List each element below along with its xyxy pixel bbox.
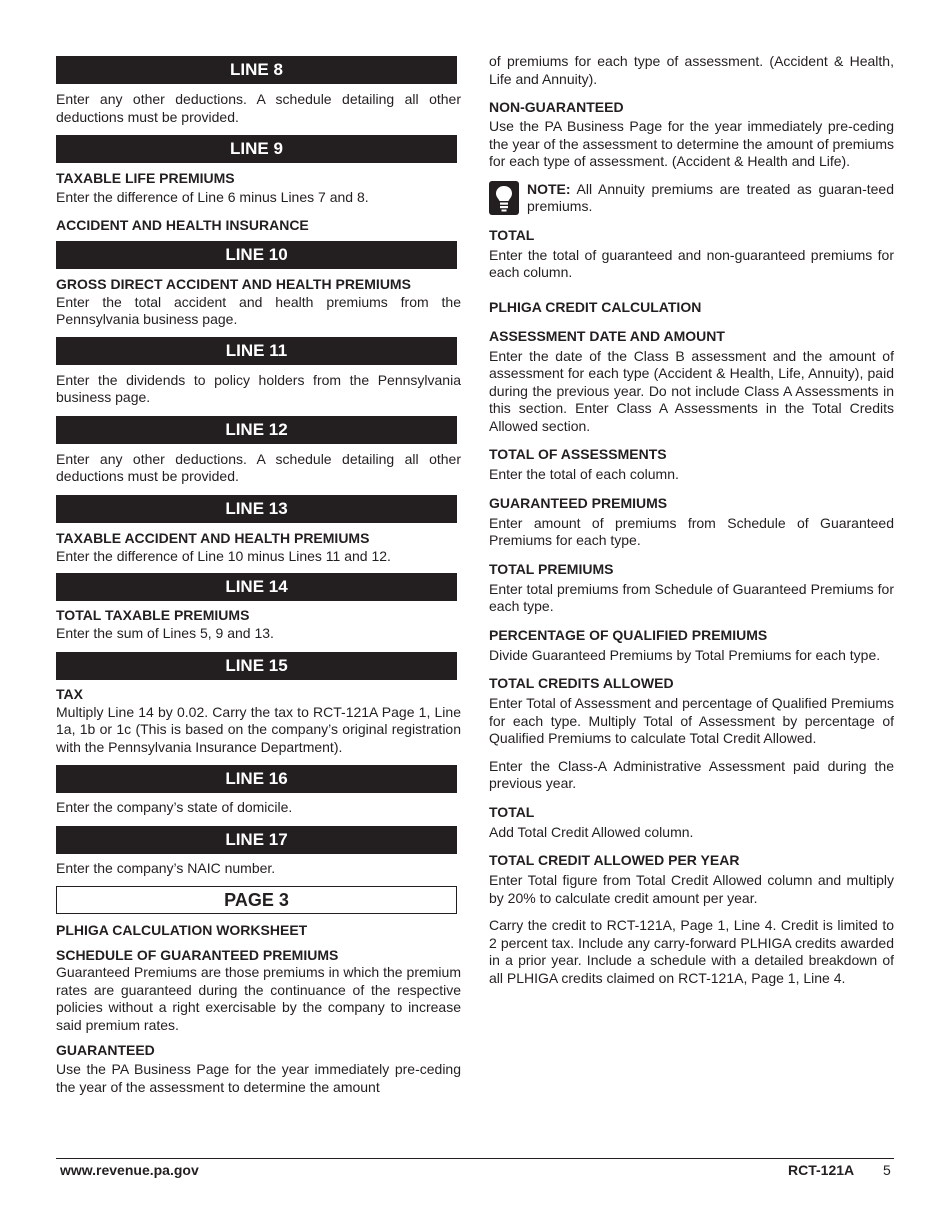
guaranteed-premiums-heading: GUARANTEED PREMIUMS (489, 494, 668, 511)
guaranteed-heading: GUARANTEED (56, 1042, 155, 1058)
total-premiums-text: Enter total premiums from Schedule of Guaranteed Premiums for each type. (489, 580, 894, 614)
footer-form-id: RCT-121A (788, 1162, 855, 1178)
line-15-heading: TAX (56, 685, 83, 702)
note-paragraph (527, 181, 894, 216)
non-guaranteed-heading: NON-GUARANTEED (489, 99, 624, 115)
accident-health-heading: ACCIDENT AND HEALTH INSURANCE (56, 216, 309, 233)
percentage-heading: PERCENTAGE OF QUALIFIED PREMIUMS (489, 626, 768, 643)
line-15-header: LINE 15 (56, 652, 457, 680)
line-10-text: Enter the total accident and health premiums from the Pennsylvania business page. (56, 293, 461, 327)
line-12-header: LINE 12 (56, 416, 457, 444)
guaranteed-text: Use the PA Business Page for the year immediately pre-ceding the year of the assessment to determine the amount (56, 1061, 461, 1095)
line-13-text: Enter the difference of Line 10 minus Lines 11 and 12. (56, 547, 391, 564)
line-10-header: LINE 10 (56, 241, 457, 269)
line-14-text: Enter the sum of Lines 5, 9 and 13. (56, 625, 274, 641)
page-3-header: PAGE 3 (56, 886, 457, 914)
line-11-text: Enter the dividends to policy holders from the Pennsylvania business page. (56, 371, 461, 405)
footer-url[interactable]: www.revenue.pa.gov (60, 1162, 199, 1178)
per-year-text: Enter Total figure from Total Credit Allowed column and multiply by 20% to calculate credit amount per year. (489, 872, 894, 906)
guaranteed-premiums-text: Enter amount of premiums from Schedule of Guaranteed Premiums for each type. (489, 514, 894, 548)
plhiga-worksheet-heading: PLHIGA CALCULATION WORKSHEET (56, 922, 308, 938)
line-8-text: Enter any other deductions. A schedule detailing all other deductions must be provided. (56, 91, 461, 125)
non-guaranteed-text: Use the PA Business Page for the year immediately pre-ceding the year of the assessment to determine the amount of premiums for each type of assessment. (Accident & Health and Life). (489, 118, 894, 169)
line-16-text: Enter the company’s state of domicile. (56, 799, 293, 815)
assessment-date-heading: ASSESSMENT DATE AND AMOUNT (489, 327, 725, 344)
line-15-text: Multiply Line 14 by 0.02. Carry the tax to RCT-121A Page 1, Line 1a, 1b or 1c (This is based on the company’s original registration with the Pennsylvania Insurance Department). (56, 703, 461, 755)
total-credits-text-2: Enter the Class-A Administrative Assessment paid during the previous year. (489, 757, 894, 791)
line-9-heading: TAXABLE LIFE PREMIUMS (56, 170, 235, 186)
total-heading-1: TOTAL (489, 226, 535, 243)
line-13-header: LINE 13 (56, 495, 457, 523)
guaranteed-text-cont: of premiums for each type of assessment. (Accident & Health, Life and Annuity). (489, 53, 894, 87)
per-year-text-2: Carry the credit to RCT-121A, Page 1, Line 4. Credit is limited to 2 percent tax. Include any carry-forward PLHIGA credits awarded in a prior year. Include a schedule with a detailed breakdown of all PLHIGA credits claimed on RCT-121A, Page 1, Line 4. (489, 917, 894, 986)
note-label: NOTE: (527, 180, 571, 197)
total-credits-heading: TOTAL CREDITS ALLOWED (489, 675, 674, 691)
line-14-heading: TOTAL TAXABLE PREMIUMS (56, 607, 250, 623)
line-17-header: LINE 17 (56, 826, 457, 854)
line-12-text: Enter any other deductions. A schedule detailing all other deductions must be provided. (56, 450, 461, 484)
line-11-header: LINE 11 (56, 337, 457, 365)
total-credits-text: Enter Total of Assessment and percentage of Qualified Premiums for each type. Multiply Total of Assessment by percentage of Qualified Premiums to calculate Total Credit Allowed. (489, 695, 894, 746)
total-assessments-text: Enter the total of each column. (489, 466, 679, 482)
percentage-text: Divide Guaranteed Premiums by Total Premiums for each type. (489, 646, 881, 663)
right-column (489, 53, 894, 987)
line-8-header: LINE 8 (56, 56, 457, 84)
total-heading-2: TOTAL (489, 803, 535, 820)
total-text-2: Add Total Credit Allowed column. (489, 823, 694, 840)
footer-divider (56, 1158, 894, 1159)
note-box (489, 181, 894, 216)
assessment-date-text: Enter the date of the Class B assessment and the amount of assessment for each type (Accident & Health, Life, Annuity), paid during the previous year. Do not include Class A Assessments in this section. Enter Class A Assessments in the Total Credits Allowed section. (489, 347, 894, 434)
schedule-heading: SCHEDULE OF GUARANTEED PREMIUMS (56, 947, 339, 963)
total-assessments-heading: TOTAL OF ASSESSMENTS (489, 446, 667, 462)
schedule-text: Guaranteed Premiums are those premiums in which the premium rates are guaranteed during the continuance of the respective policies without a right exercisable by the company to increase said premium rates. (56, 964, 461, 1033)
line-14-header: LINE 14 (56, 573, 457, 601)
left-column (56, 56, 461, 1096)
plhiga-credit-heading: PLHIGA CREDIT CALCULATION (489, 298, 702, 315)
line-13-heading: TAXABLE ACCIDENT AND HEALTH PREMIUMS (56, 529, 370, 546)
lightbulb-icon (489, 181, 519, 215)
line-17-text: Enter the company’s NAIC number. (56, 859, 276, 876)
total-premiums-heading: TOTAL PREMIUMS (489, 560, 614, 577)
line-9-header: LINE 9 (56, 135, 457, 163)
note-text: All Annuity premiums are treated as guaran-teed premiums. (527, 180, 894, 214)
line-10-heading: GROSS DIRECT ACCIDENT AND HEALTH PREMIUMS (56, 275, 411, 292)
total-text-1: Enter the total of guaranteed and non-guaranteed premiums for each column. (489, 246, 894, 280)
per-year-heading: TOTAL CREDIT ALLOWED PER YEAR (489, 852, 740, 868)
footer-page-number: 5 (883, 1162, 891, 1178)
line-9-text: Enter the difference of Line 6 minus Lines 7 and 8. (56, 189, 369, 205)
line-16-header: LINE 16 (56, 765, 457, 793)
